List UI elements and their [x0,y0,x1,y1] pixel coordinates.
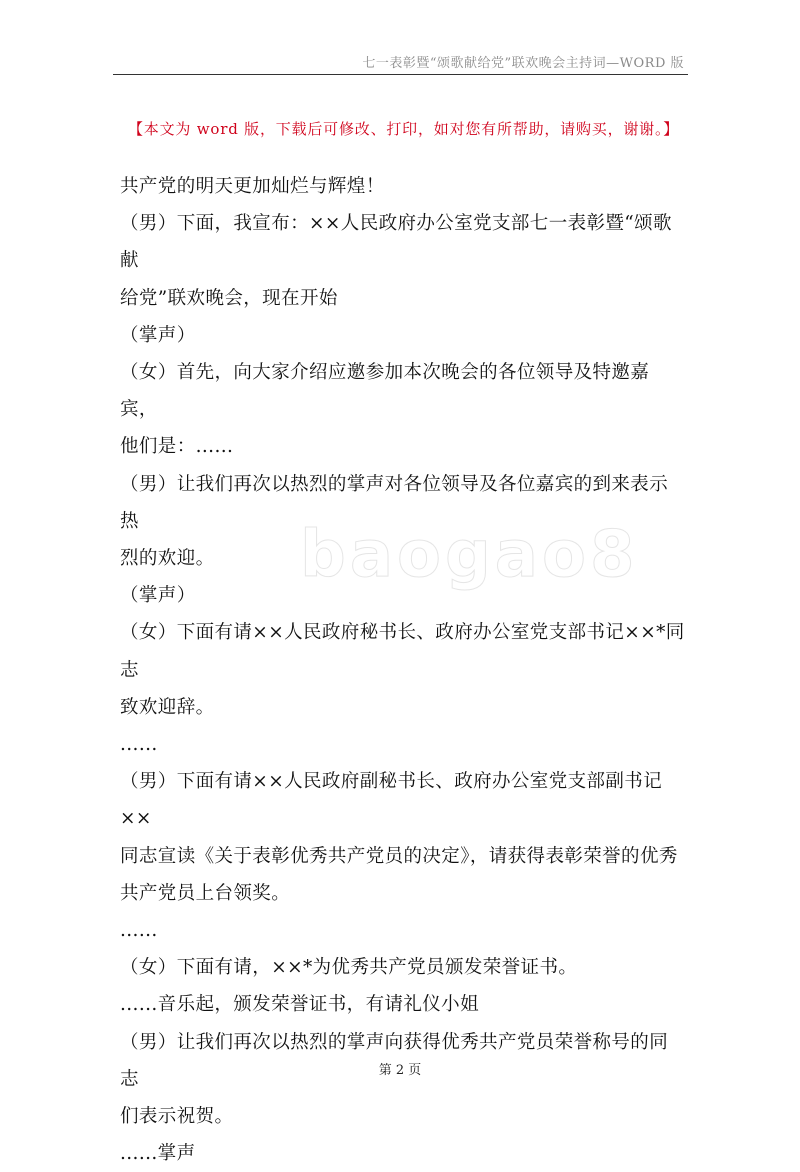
page-number: 第 2 页 [378,1063,422,1078]
paragraph-line: 烈的欢迎。 [120,548,215,570]
document-body [120,168,685,1172]
watermark-logo: baogao8 [300,518,639,592]
paragraph-line: （男）让我们再次以热烈的掌声对各位领导及各位嘉宾的到来表示热 [120,473,669,532]
paragraph-line: 们表示祝贺。 [120,1106,234,1128]
paragraph-line: （女）下面有请，××*为优秀共产党员颁发荣誉证书。 [120,957,578,979]
header-divider [113,74,688,75]
paragraph-line: ...... [120,734,158,756]
paragraph-line: 致欢迎辞。 [120,696,215,718]
paragraph-line: （男）下面有请××人民政府副秘书长、政府办公室党支部副书记×× [120,771,663,830]
paragraph-line: （女）下面有请××人民政府秘书长、政府办公室党支部书记××*同志 [120,622,685,681]
paragraph-line: （男）下面，我宣布：××人民政府办公室党支部七一表彰暨“颂歌献 [120,213,672,272]
paragraph-line: （掌声） [120,324,196,346]
paragraph-line: ......音乐起，颁发荣誉证书，有请礼仪小姐 [120,994,479,1016]
paragraph-line: 共产党的明天更加灿烂与辉煌！ [120,176,385,197]
paragraph-line: （男）让我们再次以热烈的掌声向获得优秀共产党员荣誉称号的同志 [120,1031,669,1090]
paragraph-line: 给党”联欢晚会，现在开始 [120,287,338,309]
paragraph-line: （掌声） [120,585,196,607]
paragraph-line: 他们是：...... [120,436,234,458]
paragraph-line: 同志宣读《关于表彰优秀共产党员的决定》，请获得表彰荣誉的优秀 [120,845,678,867]
paragraph-line: ...... [120,920,158,942]
purchase-notice: 【本文为 word 版，下载后可修改、打印，如对您有所帮助，请购买，谢谢。】 [128,120,680,138]
paragraph-line: 共产党员上台领奖。 [120,882,291,904]
page-header: 七一表彰暨“颂歌献给党”联欢晚会主持词—WORD 版 [362,56,684,71]
paragraph-line: （女）首先，向大家介绍应邀参加本次晚会的各位领导及特邀嘉宾， [120,362,650,421]
paragraph-line: ......掌声 [120,1143,196,1165]
